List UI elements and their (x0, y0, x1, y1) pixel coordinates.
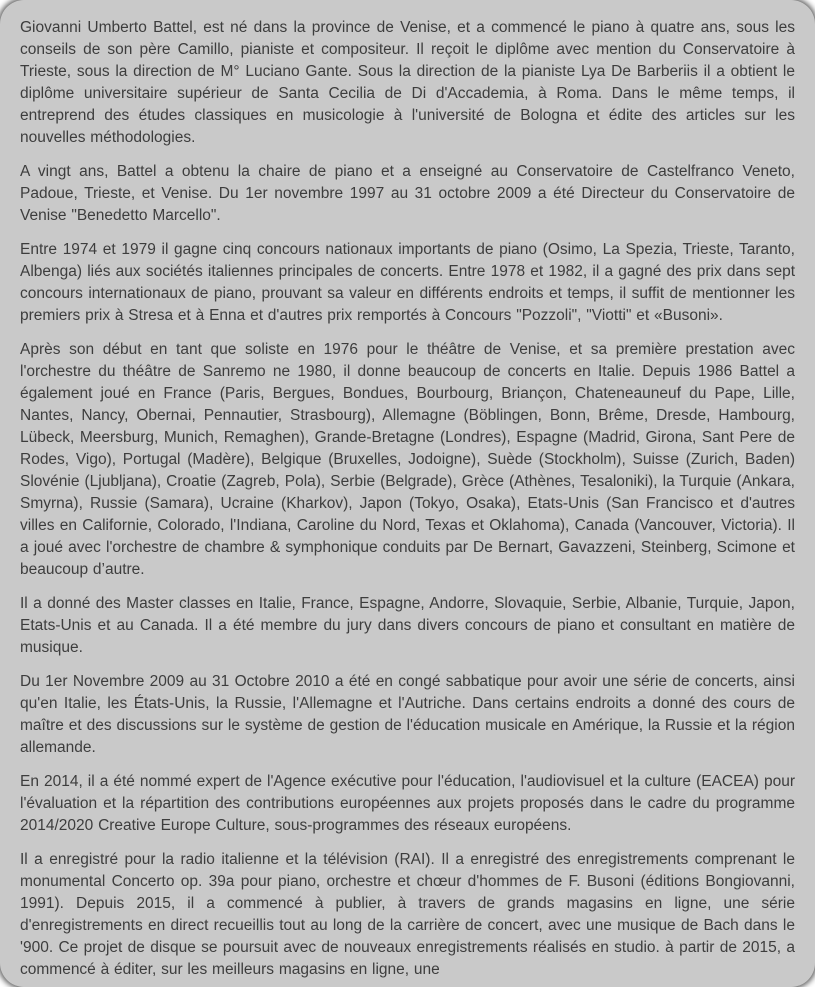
paragraph-eacea-expert: En 2014, il a été nommé expert de l'Agence exécutive pour l'éducation, l'audiovisuel et la culture (EACEA) pour l'évaluation et la répartition des contributions européennes aux projets proposés dans le cadre du programme 2014/2020 Creative Europe Culture, sous-programmes des réseaux européens. (20, 773, 795, 834)
biography-text (20, 17, 795, 981)
paragraph-teaching-directorship: A vingt ans, Battel a obtenu la chaire de piano et a enseigné au Conservatoire de Castelfranco Veneto, Padoue, Trieste, et Venise. Du 1er novembre 1997 au 31 octobre 2009 a été Directeur du Conservatoire de Venise "Benedetto Marcello". (20, 163, 795, 224)
paragraph-master-classes: Il a donné des Master classes en Italie, France, Espagne, Andorre, Slovaquie, Serbie, Albanie, Turquie, Japon, Etats-Unis et au Canada. Il a été membre du jury dans divers concours de piano et consultant en matière de musique. (20, 595, 795, 656)
paragraph-recordings: Il a enregistré pour la radio italienne et la télévision (RAI). Il a enregistré des enregistrements comprenant le monumental Concerto op. 39a pour piano, orchestre et chœur d'hommes de F. Busoni (éditions Bongiovanni, 1991). Depuis 2015, il a commencé à publier, à travers de grands magasins en ligne, une série d'enregistrements en direct recueillis tout au long de la carrière de concert, avec une musique de Bach dans le '900. Ce projet de disque se poursuit avec de nouveaux enregistrements réalisés en studio. à partir de 2015, a commencé à éditer, sur les meilleurs magasins en ligne, une (20, 851, 795, 978)
paragraph-concert-career: Après son début en tant que soliste en 1976 pour le théâtre de Venise, et sa première prestation avec l'orchestre du théâtre de Sanremo ne 1980, il donne beaucoup de concerts en Italie. Depuis 1986 Battel a également joué en France (Paris, Bergues, Bondues, Bourbourg, Briançon, Chateneauneuf du Pape, Lille, Nantes, Nancy, Obernai, Pennautier, Strasbourg), Allemagne (Böblingen, Bonn, Brême, Dresde, Hambourg, Lübeck, Meersburg, Munich, Remaghen), Grande-Bretagne (Londres), Espagne (Madrid, Girona, Sant Pere de Rodes, Vigo), Portugal (Madère), Belgique (Bruxelles, Jodoigne), Suède (Stockholm), Suisse (Zurich, Baden) Slovénie (Ljubljana), Croatie (Zagreb, Pola), Serbie (Belgrade), Grèce (Athènes, Tesaloniki), la Turquie (Ankara, Smyrna), Russie (Samara), Ucraine (Kharkov), Japon (Tokyo, Osaka), Etats-Unis (San Francisco et d'autres villes en Californie, Colorado, l'Indiana, Caroline du Nord, Texas et Oklahoma), Canada (Vancouver, Victoria). Il a joué avec l'orchestre de chambre & symphonique conduits par De Bernart, Gavazzeni, Steinberg, Scimone et beaucoup d’autre. (20, 341, 795, 578)
paragraph-birth-and-training: Giovanni Umberto Battel, est né dans la province de Venise, et a commencé le piano à quatre ans, sous les conseils de son père Camillo, pianiste et compositeur. Il reçoit le diplôme avec mention du Conservatoire à Trieste, sous la direction de M° Luciano Gante. Sous la direction de la pianiste Lya De Barberiis il a obtient le diplôme universitaire supérieur de Santa Cecilia de Di d'Accademia, à Roma. Dans le même temps, il entreprend des études classiques en musicologie à l'université de Bologna et édite des articles sur les nouvelles méthodologies. (20, 19, 795, 146)
paragraph-sabbatical: Du 1er Novembre 2009 au 31 Octobre 2010 a été en congé sabbatique pour avoir une série de concerts, ainsi qu'en Italie, les États-Unis, la Russie, l'Allemagne et l'Autriche. Dans certains endroits a donné des cours de maître et des discussions sur le système de gestion de l'éducation musicale en Amérique, la Russie et la région allemande. (20, 673, 795, 756)
paragraph-competitions: Entre 1974 et 1979 il gagne cinq concours nationaux importants de piano (Osimo, La Spezia, Trieste, Taranto, Albenga) liés aux sociétés italiennes principales de concerts. Entre 1978 et 1982, il a gagné des prix dans sept concours internationaux de piano, prouvant sa valeur en différents endroits et temps, il suffit de mentionner les premiers prix à Stresa et à Enna et d'autres prix remportés à Concours "Pozzoli", "Viotti" et «Busoni». (20, 241, 795, 324)
